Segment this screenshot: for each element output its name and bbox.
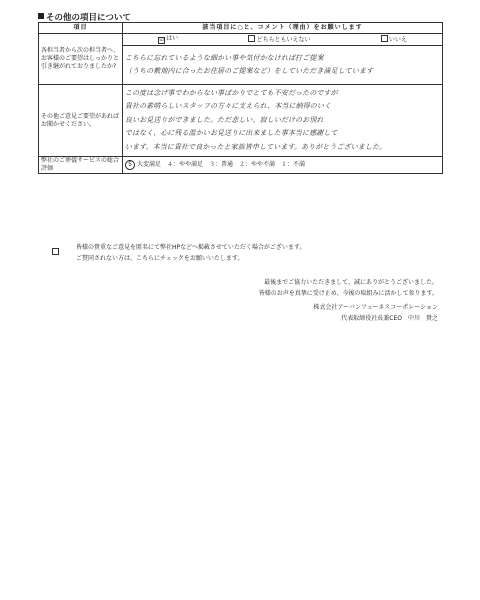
q1-options [123,34,443,46]
header-item: 項目 [39,23,123,34]
q3-question: 弊社のご葬儀サービスの総合評価 [39,157,123,174]
q3-rating: 5 大変満足 ４：やや満足 ３：普通 ２：やや不満 １：不満 [123,157,443,174]
square-bullet-icon [38,13,44,19]
section-title: その他の項目について [38,11,131,23]
q1-option-yes[interactable]: ☑ はい [159,35,179,43]
q2-question: その他ご意見ご要望があればお聞かせください。 [39,85,123,157]
header-answer: 該当項目に○と、コメント（理由）をお願いします [123,23,443,34]
q1-question: 各担当者から次の担当者へ、お客様のご要望はしっかりと引き継がれておりましたか? [39,34,123,85]
selected-rating-circle[interactable]: 5 [125,160,135,170]
consent-checkbox[interactable] [52,248,59,255]
consent-line-1: 皆様の貴重なご意見を匿名にて弊社HPなどへ掲載させていただく場合がございます。 [76,244,306,251]
q1-option-neutral[interactable]: どちらともいえない [248,35,310,44]
checkbox-icon [248,35,255,42]
checkbox-icon: ☑ [159,36,164,43]
signature-block [313,302,438,324]
q1-comment: こちらに忘れているような細かい事や気付かなければ打ご提案 （うちの敷地内に合ったお住居のご提案など）をしていただき満足しています [123,46,443,85]
consent-line-2: ご賛同されない方は、こちらにチェックをお願いいたします。 [76,255,244,262]
survey-table [38,22,443,174]
checkbox-icon [381,35,388,42]
q2-comment: この度は念げ事でわからない事ばかりでとても不安だったのですが 貴社の素晴らしいスタッフの方々に支えられ、本当に納得のいく 良いお見送りができました。ただ悲しい、寂しいだけのお別れ ではなく、心に残る温かいお見送りに出来ました事本当に感謝して います。本当に貴社で良かったと家族皆申しています。ありがとうございました。 [123,85,443,157]
closing-message: 最後までご協力いただきまして、誠にありがとうございました。 皆様のお声を真摯に受け止め、今後の取組みに活かして参ります。 [258,279,438,297]
ceo-name: 代表取締役社長兼CEO 中川 貴之 [341,315,438,322]
q1-option-no[interactable]: いいえ [381,35,407,44]
company-name: 株式会社アーバンフューネスコーポレーション [313,304,438,311]
